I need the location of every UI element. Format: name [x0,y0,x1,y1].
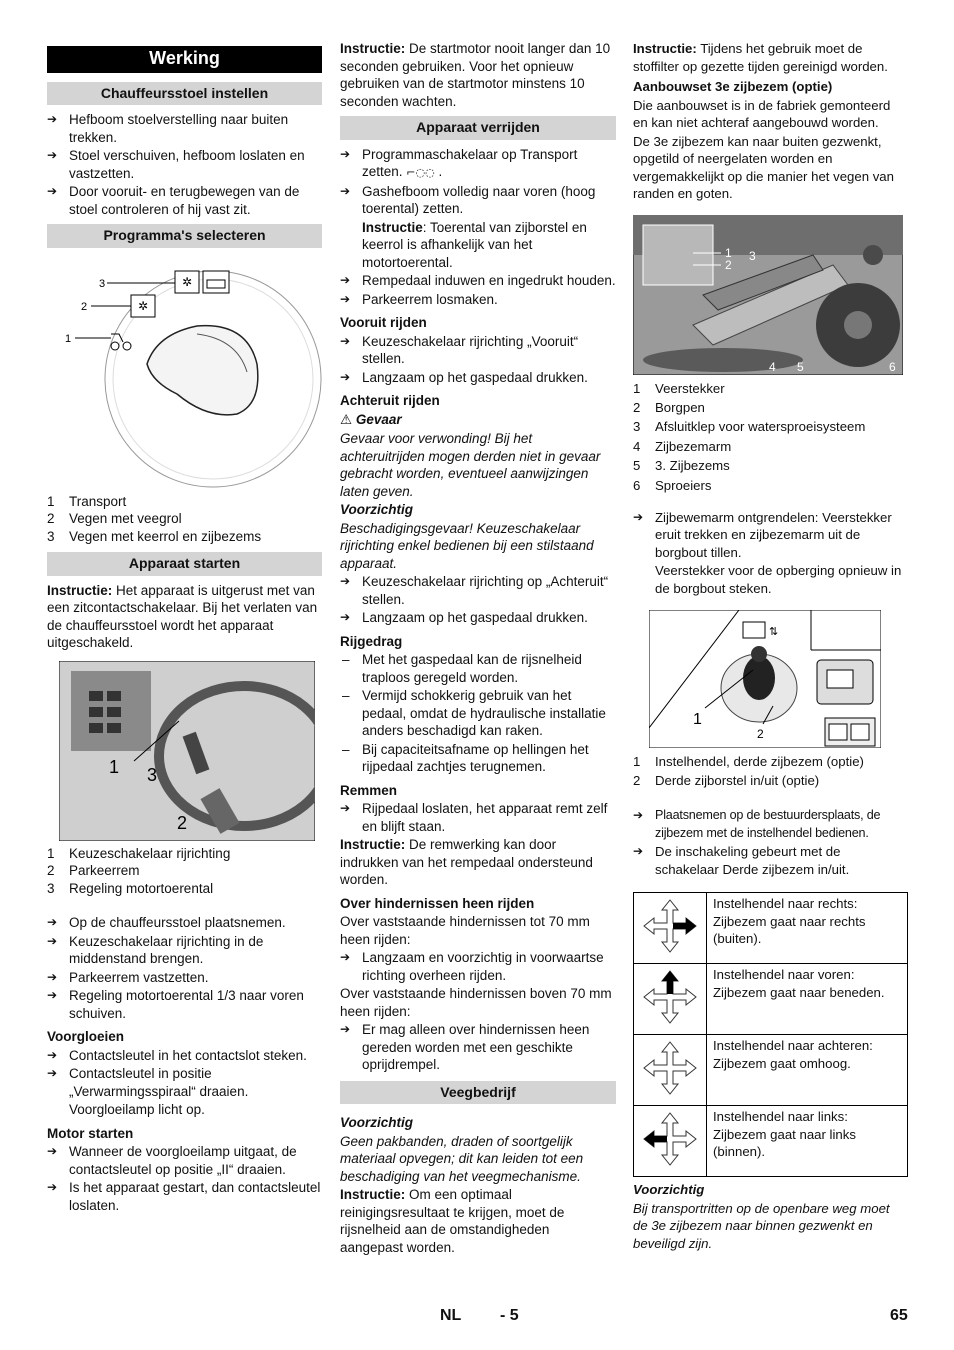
forward-step: ➔ Langzaam op het gaspedaal drukken. [340,369,616,387]
section-title: Werking [47,46,322,73]
footer-language: NL [440,1307,462,1324]
brake-step: ➔ Rijpedaal loslaten, het apparaat remt zelf en blijft staan. [340,800,616,835]
drive-step: ➔ Rempedaal induwen en ingedrukt houden. [340,272,616,290]
lever-list [633,752,907,790]
list-item: 3 Vegen met keerrol en zijbezems [47,528,262,544]
start-step: ➔ Regeling motortoerental 1/3 naar voren schuiven. [47,987,322,1022]
lever-label-2: 2 [757,727,764,742]
program-selector-figure [47,254,322,489]
behavior-item: – Vermijd schokkerig gebruik van het pedaal, omdat de hydraulische installatie anders beschadigd kan raken. [340,687,616,740]
photo-label-1: 1 [109,756,120,777]
lever-direction-table [633,892,908,1177]
start-step: ➔ Keuzeschakelaar rijrichting in de middenstand brengen. [47,933,322,968]
footer-page-number: 65 [890,1307,908,1324]
program-header: Programma's selecteren [47,224,322,248]
list-item: 2 Vegen met veegrol [47,511,182,526]
final-caution-text: Bij transportritten op de openbare weg moet de 3e zijbezem naar binnen gezwenkt en beveiligd zijn. [633,1200,890,1251]
list-item: 1 Keuzeschakelaar rijrichting [47,845,231,861]
program-label-3: 3 [99,277,106,290]
reverse-step: ➔ Keuzeschakelaar rijrichting op „Achteruit“ stellen. [340,573,616,608]
list-item: 1 Transport [47,493,127,509]
drive-step: ➔ Parkeerrem losmaken. [340,291,616,309]
drive-step: ➔ Programmaschakelaar op Transport zetten. ⌐◌◌ . [340,146,616,182]
broom-label-6: 6 [889,359,896,374]
arrow-down-icon [634,1035,707,1106]
danger-text: Gevaar voor verwonding! Bij het achteruitrijden mogen derden niet in gevaar gebracht worden, eventueel aanwijzingen laten geven. [340,431,601,499]
list-item: 2 Derde zijborstel in/uit (optie) [633,773,820,789]
list-item: 5 3. Zijbezems [633,458,730,474]
behavior-header: Rijgedrag [340,633,403,649]
svg-text:✲: ✲ [181,274,193,289]
sweep-header: Veegbedrijf [340,1081,616,1105]
arrow-up-icon [634,964,707,1035]
side-broom-photo [633,215,903,375]
program-label-1: 1 [65,332,72,345]
drive-note: Instructie: Toerental van zijborstel en keerrol is afhankelijk van het motortoerental. [362,219,587,270]
lever-label-1: 1 [693,711,702,729]
direction-text: Instelhendel naar achteren: Zijbezem gaat omhoog. [707,1035,908,1106]
preglow-after: Voorgloeilamp licht op. [69,1102,205,1117]
broom-photo-list [633,379,907,495]
table-row [634,964,908,1035]
behavior-item: – Bij capaciteitsafname op hellingen het rijpedaal zachtjes terugnemen. [340,741,616,776]
column-1 [47,40,322,1215]
lever-step: ➔ De inschakeling gebeurt met de schakelaar Derde zijbezem in/uit. [633,843,907,878]
obstacle-intro: Over vaststaande hindernissen tot 70 mm heen rijden: [340,914,590,947]
brake-header: Remmen [340,782,398,798]
forward-header: Vooruit rijden [340,315,427,330]
brake-note: Instructie: De remwerking kan door indrukken van het rempedaal ondersteund worden. [340,837,593,887]
svg-text:✲: ✲ [137,298,149,313]
transport-icon: ⌐◌◌ [406,166,435,179]
direction-text: Instelhendel naar voren: Zijbezem gaat naar beneden. [707,964,908,1035]
addon-header: Aanbouwset 3e zijbezem (optie) [633,79,833,94]
sweep-caution-label: Voorzichtig [340,1115,413,1130]
obstacle-intro: Over vaststaande hindernissen boven 70 mm heen rijden: [340,986,612,1019]
photo-list [47,845,322,898]
preglow-step: ➔ Contactsleutel in positie „Verwarmingsspiraal“ draaien. [47,1065,322,1100]
seat-step: ➔ Stoel verschuiven, hefboom loslaten en vastzetten. [47,147,322,182]
list-item: 1 Instelhendel, derde zijbezem (optie) [633,754,864,770]
motor-step: ➔ Is het apparaat gestart, dan contactsleutel loslaten. [47,1179,322,1214]
dashboard-photo [59,661,315,841]
svg-text:⇅: ⇅ [769,625,779,639]
list-item: 2 Borgpen [633,399,705,415]
broom-label-5: 5 [797,359,804,374]
obstacle-header: Over hindernissen heen rijden [340,895,535,911]
forward-step: ➔ Keuzeschakelaar rijrichting „Vooruit“ stellen. [340,333,616,368]
motor-step: ➔ Wanneer de voorgloeilamp uitgaat, de contactsleutel op positie „II“ draaien. [47,1143,322,1178]
program-list [47,493,322,546]
list-item: 2 Parkeerrem [47,863,140,878]
list-item: 6 Sproeiers [633,477,712,493]
photo-label-3: 3 [147,764,158,785]
starter-note: Instructie: De startmotor nooit langer dan 10 seconden gebruiken. Voor het opnieuw gebruiken van de startmotor minstens 10 seconden wachten. [340,41,611,109]
drive-header: Apparaat verrijden [340,116,616,140]
start-step: ➔ Op de chauffeursstoel plaatsnemen. [47,914,322,932]
warning-icon: ⚠ [340,411,353,428]
danger-label: ⚠ Gevaar [340,411,402,428]
list-item: 1 Veerstekker [633,380,725,396]
addon-paragraph: De 3e zijbezem kan naar buiten gezwenkt, opgetild of neergelaten worden en vergemakkelijkt op die manier het vegen van randen en goten. [633,133,894,201]
start-note: Instructie: Het apparaat is uitgerust met van een zitcontactschakelaar. Bij het verlaten van de chauffeursstoel wordt het apparaat uitgeschakeld. [47,582,318,650]
behavior-item: – Met het gaspedaal kan de rijsnelheid traploos geregeld worden. [340,651,616,686]
column-3 [633,40,907,1253]
caution-text: Beschadigingsgevaar! Keuzeschakelaar rijrichting enkel bedienen bij een stilstaand apparaat. [340,520,594,571]
broom-label-2: 2 [725,257,732,272]
addon-paragraph: Die aanbouwset is in de fabriek gemonteerd en kan niet achteraf aangebouwd worden. [633,97,891,130]
start-header: Apparaat starten [47,552,322,576]
sweep-note: Instructie: Om een optimaal reinigingsresultaat te krijgen, moet de rijsnelheid aan de omstandigheden aangepast worden. [340,1187,565,1255]
arrow-left-icon [634,1106,707,1177]
preglow-header: Voorgloeien [47,1029,125,1044]
motor-header: Motor starten [47,1125,134,1141]
obstacle-step: ➔ Er mag alleen over hindernissen heen gereden worden met een geschikte oprijdrempel. [340,1021,616,1074]
final-caution-label: Voorzichtig [633,1182,705,1198]
footer-section-page: - 5 [500,1307,519,1324]
photo-label-2: 2 [177,812,188,833]
broom-label-4: 4 [769,359,776,374]
obstacle-step: ➔ Langzaam en voorzichtig in voorwaartse richting overheen rijden. [340,949,616,984]
table-row [634,1035,908,1106]
seat-step: ➔ Door vooruit- en terugbewegen van de stoel controleren of hij vast zit. [47,183,322,218]
broom-label-3: 3 [749,248,756,263]
broom-label-1: 1 [725,245,732,260]
seat-step: ➔ Hefboom stoelverstelling naar buiten trekken. [47,111,322,146]
table-row [634,1106,908,1177]
list-item: 3 Regeling motortoerental [47,880,214,896]
program-label-2: 2 [81,300,88,313]
direction-text: Instelhendel naar links: Zijbezem gaat naar links (binnen). [707,1106,908,1177]
reverse-header: Achteruit rijden [340,393,440,408]
list-item: 3 Afsluitklep voor watersproeisysteem [633,419,866,435]
caution-label: Voorzichtig [340,502,413,517]
preglow-step: ➔ Contactsleutel in het contactslot steken. [47,1047,322,1065]
seat-header: Chauffeursstoel instellen [47,82,322,106]
list-item: 4 Zijbezemarm [633,438,732,454]
arrow-right-icon [634,893,707,964]
direction-text: Instelhendel naar rechts: Zijbezem gaat naar rechts (buiten). [707,893,908,964]
start-step: ➔ Parkeerrem vastzetten. [47,969,322,987]
filter-note: Instructie: Tijdens het gebruik moet de stoffilter op gezette tijden gereinigd worden. [633,41,888,74]
unlock-step: ➔ Zijbewemarm ontgrendelen: Veerstekker eruit trekken en zijbezemarm uit de borgbout tillen. [633,509,907,562]
reverse-step: ➔ Langzaam op het gaspedaal drukken. [340,609,616,627]
lever-step: ➔ Plaatsnemen op de bestuurdersplaats, de zijbezem met de instelhendel bedienen. [633,807,907,842]
table-row [634,893,908,964]
column-2 [340,40,616,1257]
drive-step: ➔ Gashefboom volledig naar voren (hoog toerental) zetten. [340,183,616,218]
sweep-caution-text: Geen pakbanden, draden of soortgelijk materiaal opvegen; dit kan leiden tot een beschadiging van het veegmechanisme. [340,1133,584,1184]
lever-figure [649,610,881,748]
unlock-after: Veerstekker voor de opberging opnieuw in de borgbout steken. [655,563,902,596]
